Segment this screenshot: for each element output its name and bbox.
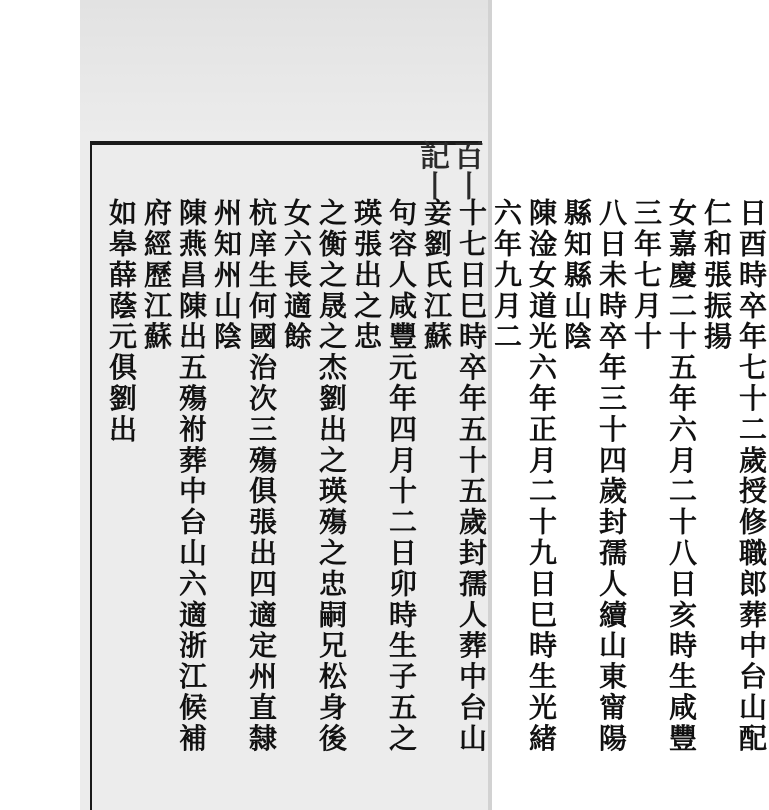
text-column: 十七日巳時卒年五十五歲封孺人葬中台山妾劉氏江蘇 xyxy=(420,198,488,755)
text-column: 女嘉慶二十五年六月二十八日亥時生咸豐三年七月十 xyxy=(630,198,698,755)
text-column: 日酉時卒年七十二歲授修職郎葬中台山配仁和張振揚 xyxy=(700,198,768,755)
text-column: 杭庠生何國治次三殤俱張出四適定州直隸州知州山陰 xyxy=(210,198,278,755)
text-body xyxy=(104,198,769,758)
text-column: 陳淦女道光六年正月二十九日巳時生光緒六年九月二 xyxy=(490,198,558,755)
page-margin-header: 百丨記丨 xyxy=(414,140,483,200)
text-column: 句容人咸豐元年四月十二日卯時生子五之瑛張出之忠 xyxy=(350,198,418,755)
page-top-margin xyxy=(80,0,488,140)
text-column: 八日未時卒年三十四歲封孺人續山東甯陽縣知縣山陰 xyxy=(560,198,628,755)
text-column: 陳燕昌陳出五殤祔葬中台山六適浙江候補府經歷江蘇 xyxy=(140,198,208,755)
text-column: 如皋薛蔭元俱劉出 xyxy=(105,198,138,446)
text-column: 之衡之晟之杰劉出之瑛殤之忠嗣兄松身後女六長適餘 xyxy=(280,198,348,755)
